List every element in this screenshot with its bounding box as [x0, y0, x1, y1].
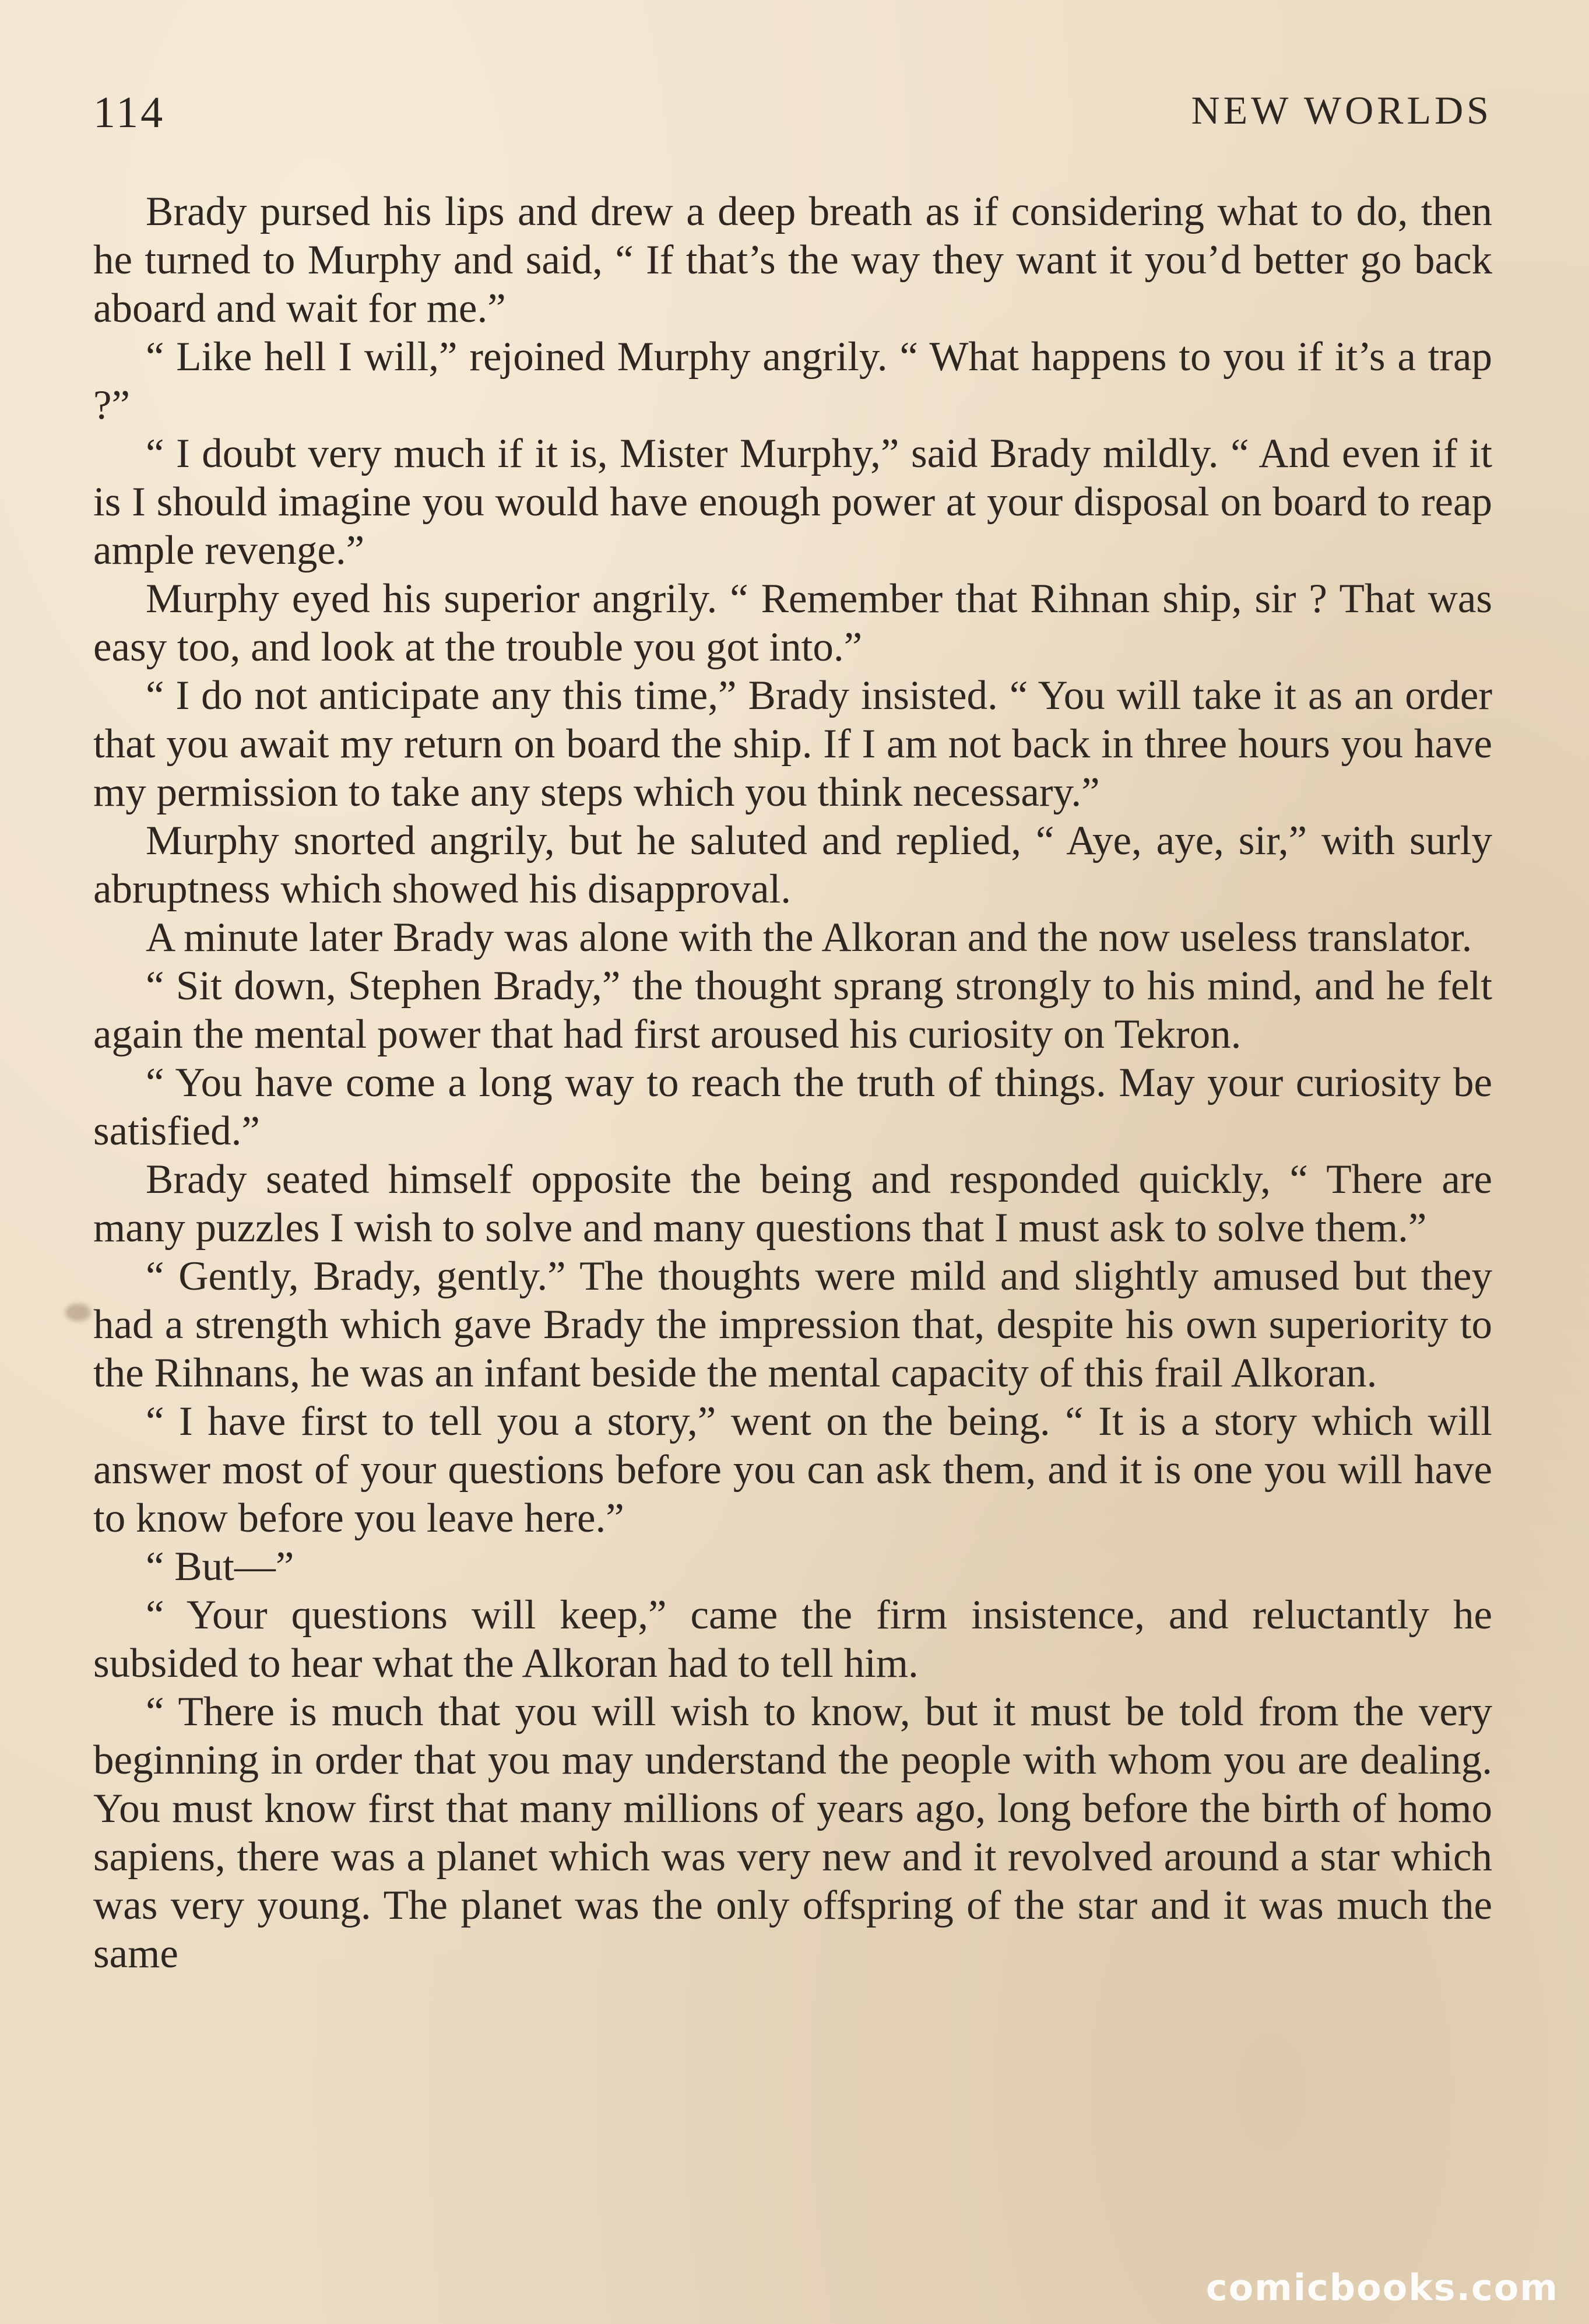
paragraph: Murphy eyed his superior angrily. “ Remember that Rihnan ship, sir ? That was easy too, and look at the trouble you got into.” [93, 576, 1492, 670]
paragraph: “ I have first to tell you a story,” went on the being. “ It is a story which will answer most of your questions before you can ask them, and it is one you will have to know before you leave here.” [93, 1399, 1492, 1541]
paragraph: “ Sit down, Stephen Brady,” the thought sprang strongly to his mind, and he felt again the mental power that had first aroused his curiosity on Tekron. [93, 963, 1492, 1057]
page-number: 114 [93, 88, 166, 137]
paragraph: “ But—” [146, 1544, 294, 1589]
paragraph: “ You have come a long way to reach the truth of things. May your curiosity be satisfied.” [93, 1060, 1492, 1154]
watermark: comicbooks.com [1205, 2266, 1559, 2309]
paragraph: “ There is much that you will wish to know, but it must be told from the very beginning in order that you may understand the people with whom you are dealing. You must know first that many millions of years ago, long before the birth of homo sapiens, there was a planet which was very new and it revolved around a star which was very young. The planet was the only offspring of the star and it was much the same [93, 1689, 1492, 1977]
paragraph: “ I do not anticipate any this time,” Brady insisted. “ You will take it as an order that you await my return on board the ship. If I am not back in three hours you have my permission to take any steps which you think necessary.” [93, 673, 1492, 815]
paragraph: “ Your questions will keep,” came the firm insistence, and reluctantly he subsided to hear what the Alkoran had to tell him. [93, 1592, 1492, 1686]
paragraph: Murphy snorted angrily, but he saluted and replied, “ Aye, aye, sir,” with surly abruptness which showed his disapproval. [93, 818, 1492, 912]
paragraph: Brady pursed his lips and drew a deep breath as if considering what to do, then he turned to Murphy and said, “ If that’s the way they want it you’d better go back aboard and wait for me.” [93, 189, 1492, 331]
paragraph: “ Gently, Brady, gently.” The thoughts were mild and slightly amused but they had a strength which gave Brady the impression that, despite his own superiority to the Rihnans, he was an infant beside the mental capacity of this frail Alkoran. [93, 1254, 1492, 1396]
paragraph: Brady seated himself opposite the being and responded quickly, “ There are many puzzles I wish to solve and many questions that I must ask to solve them.” [93, 1157, 1492, 1251]
running-title: NEW WORLDS [1191, 88, 1492, 132]
body-text [93, 188, 1492, 1978]
running-head [93, 87, 1492, 152]
paragraph: “ Like hell I will,” rejoined Murphy angrily. “ What happens to you if it’s a trap ?” [93, 334, 1492, 428]
paragraph: “ I doubt very much if it is, Mister Murphy,” said Brady mildly. “ And even if it is I should imagine you would have enough power at your disposal on board to reap ample revenge.” [93, 431, 1492, 573]
paper-smudge [65, 1304, 91, 1321]
paragraph: A minute later Brady was alone with the Alkoran and the now useless translator. [146, 915, 1472, 960]
